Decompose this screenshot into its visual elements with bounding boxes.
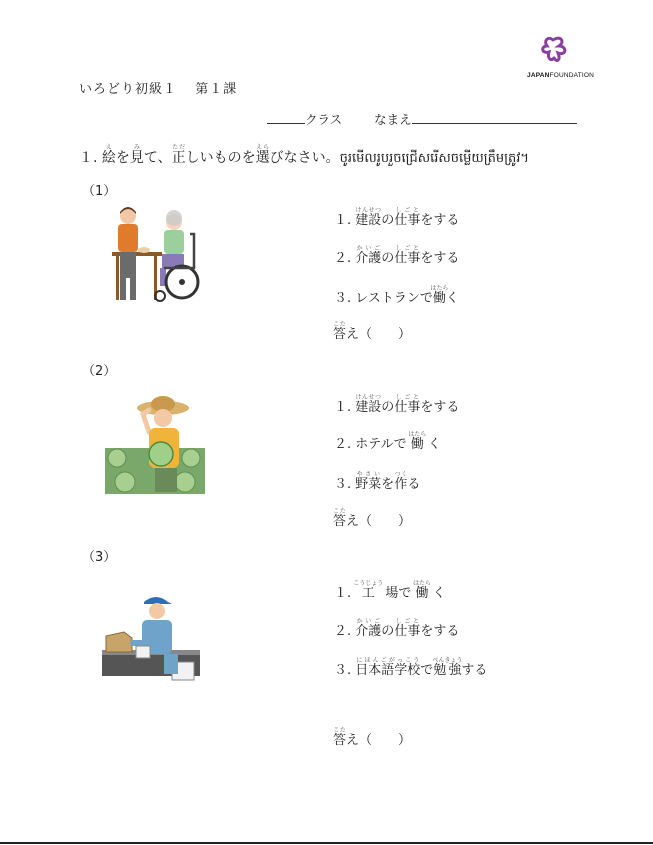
answer-2[interactable]: 答こたえ（ ） [333,508,412,529]
option-1-1[interactable]: １. 建設けんせつの仕事しごとをする [334,207,460,228]
course-title: いろどり初級１ [79,82,178,97]
instruction-number: １. [79,150,98,166]
japan-foundation-logo [527,36,595,79]
option-3-1[interactable]: １. 工こうじょう 場で 働はたら く [334,580,446,601]
lesson-number: 第１課 [195,82,238,97]
name-blank[interactable] [412,111,577,124]
option-1-2[interactable]: ２. 介護かいごの仕事しごとをする [334,245,460,266]
instruction: １. 絵えを見みて、正ただしいものを選えらびなさい。ចូរមើលរូបរួចជ្រើសរើសចម្លើយត្រឹមត្រូវ។ [79,144,529,166]
option-2-3[interactable]: ３. 野菜やさいを作つくる [334,471,421,492]
option-1-3[interactable]: ３. レストランで働はたらく [334,285,459,306]
logo-wordmark: JAPANFOUNDATION [527,72,595,79]
question-label-1: （1） [82,184,117,199]
name-line [267,110,577,128]
option-2-1[interactable]: １. 建設けんせつの仕事しごとをする [334,394,460,415]
page-bottom-border [0,842,653,844]
option-3-3[interactable]: ３. 日本語学校にほんごがっこうで勉強べんきょうする [334,657,488,678]
question-label-3: （3） [82,550,117,565]
lesson-header [79,78,237,97]
factory-worker-illustration [102,592,200,686]
butterfly-logo-icon [527,36,579,68]
caregiver-illustration [108,204,206,304]
answer-1[interactable]: 答こたえ（ ） [333,321,412,342]
option-2-2[interactable]: ２. ホテルで 働はたら く [334,431,441,452]
class-label: クラス [305,112,343,127]
question-label-2: （2） [82,364,117,379]
answer-3[interactable]: 答こたえ（ ） [333,727,412,748]
option-3-2[interactable]: ２. 介護かいごの仕事しごとをする [334,618,460,639]
instruction-khmer: ចូរមើលរូបរួចជ្រើសរើសចម្លើយត្រឹមត្រូវ។ [339,151,529,166]
name-label: なまえ [374,112,412,127]
class-blank[interactable] [267,111,305,124]
farmer-illustration [105,392,205,494]
instruction-text-e: 絵え [101,144,116,166]
